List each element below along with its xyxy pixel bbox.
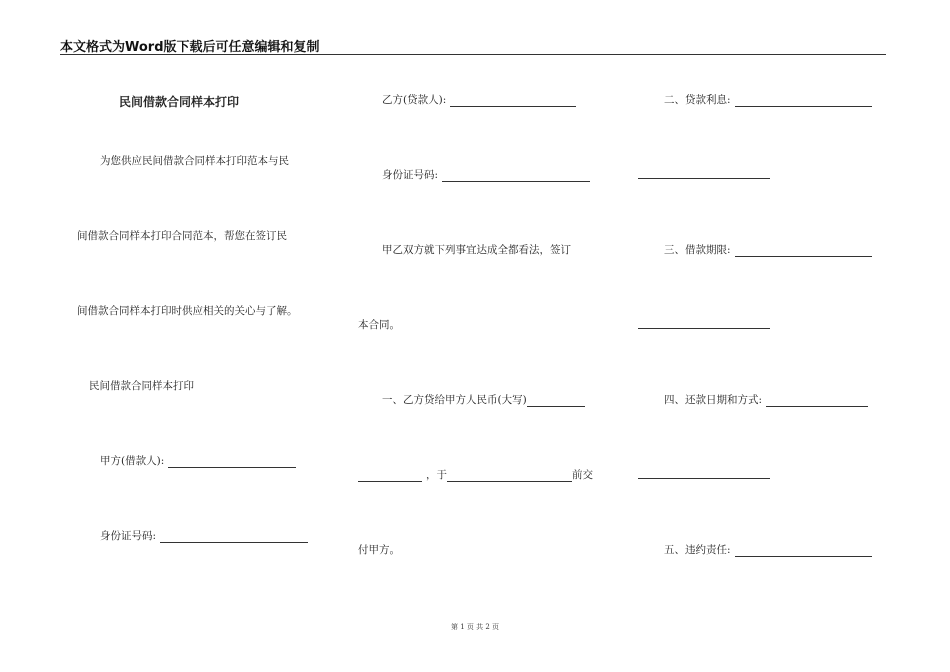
party-a-label: 甲方(借款人): [100,455,165,467]
header-text: 本文格式为Word版下载后可任意编辑和复制 [60,40,320,55]
clause-4-label: 四、还款日期和方式: [664,394,763,406]
party-b-id-field [382,168,590,182]
party-b-label: 乙方(贷款人): [382,94,447,106]
document-title: 民间借款合同样本打印 [119,95,240,109]
clause-3-blank-line-2[interactable] [638,328,770,329]
clause-5-blank[interactable] [735,545,872,557]
party-a-id-label: 身份证号码: [100,530,157,542]
clause-2-label: 二、贷款利息: [664,94,731,106]
party-b-id-label: 身份证号码: [382,169,439,181]
party-b-blank[interactable] [450,95,576,107]
agreement-line-1: 甲乙双方就下列事宜达成全都看法，签订 [382,244,571,256]
party-a-field [100,454,296,468]
clause-1-amount-blank-2[interactable] [358,470,422,482]
clause-2-blank[interactable] [735,95,872,107]
party-b-id-blank[interactable] [442,170,590,182]
clause-4-field [664,393,868,407]
clause-1-line-3: 付甲方。 [358,544,400,556]
clause-3-blank[interactable] [735,245,872,257]
party-a-id-blank[interactable] [160,531,308,543]
clause-1-mid-text: ，于 [426,469,447,481]
clause-1-date-field [358,468,593,482]
clause-4-blank-line-2[interactable] [638,478,770,479]
agreement-line-2: 本合同。 [358,319,400,331]
intro-line-1: 为您供应民间借款合同样本打印范本与民 [100,155,289,167]
clause-1-field [382,393,585,407]
clause-4-blank[interactable] [766,395,868,407]
clause-1-label: 一、乙方贷给甲方人民币(大写) [382,394,527,406]
clause-2-field [664,93,872,107]
intro-line-3: 间借款合同样本打印时供应相关的关心与了解。 [77,305,298,317]
party-b-field [382,93,576,107]
clause-5-field [664,543,872,557]
party-a-id-field [100,529,308,543]
clause-2-blank-line-2[interactable] [638,178,770,179]
document-header [60,36,886,55]
clause-5-label: 五、违约责任: [664,544,731,556]
page-number: 第 1 页 共 2 页 [450,623,500,631]
clause-1-amount-blank[interactable] [527,395,585,407]
clause-3-field [664,243,872,257]
party-a-blank[interactable] [168,456,296,468]
intro-line-2: 间借款合同样本打印合同范本，帮您在签订民 [77,230,287,242]
subtitle: 民间借款合同样本打印 [89,380,194,392]
clause-1-date-blank[interactable] [447,470,572,482]
clause-1-end-text: 前交 [572,469,593,481]
clause-3-label: 三、借款期限: [664,244,731,256]
